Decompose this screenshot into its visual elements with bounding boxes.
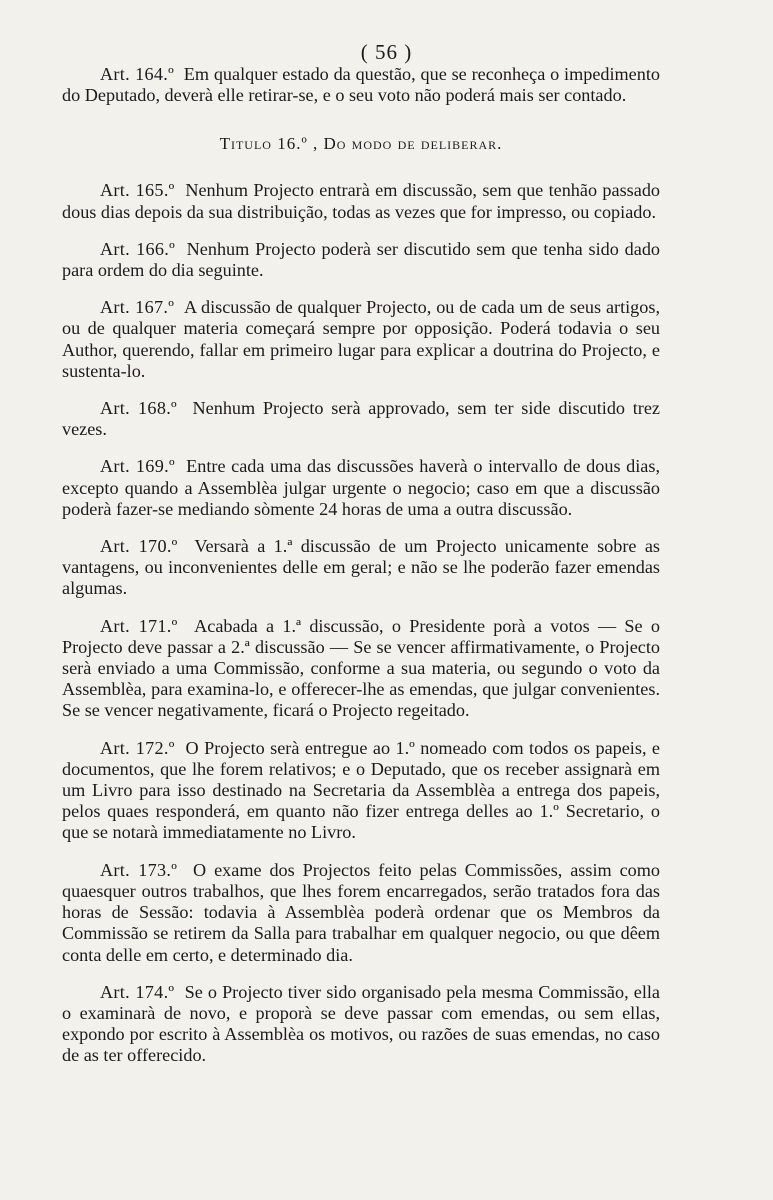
article-number: Art. 165.º	[100, 180, 175, 201]
article-paragraph	[62, 64, 660, 106]
article-paragraph	[62, 398, 660, 440]
article-text: O exame dos Projectos feito pelas Commissões, assim como quaesquer outros trabalhos, que lhes forem encarregados, serão tratados fora das horas de Sessão: todavia à Assemblèa poderà ordenar que os Membros da Commissão se retirem da Salla para trabalhar em qualquer negocio, ou que dêem conta delle em certo, e determinado dia.	[62, 859, 660, 965]
article-number: Art. 168.º	[100, 398, 178, 419]
page-number: ( 56 )	[360, 40, 413, 64]
article-number: Art. 174.º	[100, 981, 175, 1002]
article-text: Versarà a 1.ª discussão de um Projecto unicamente sobre as vantagens, ou inconvenientes delle em geral; e não se lhe poderão fazer emendas algumas.	[62, 536, 660, 599]
article-number: Art. 164.º	[100, 64, 175, 84]
article-number: Art. 170.º	[100, 536, 178, 557]
article-text: O Projecto serà entregue ao 1.º nomeado com todos os papeis, e documentos, que lhe forem relativos; e o Deputado, que os receber assignarà em um Livro para isso destinado na Secretaria da Assemblèa a entrega dos papeis, pelos quaes responderá, em quanto não fizer entrega delles ao 1.º Secretario, o que se notarà immediatamente no Livro.	[62, 737, 660, 843]
article-paragraph	[62, 860, 660, 966]
section-title: Titulo 16.º , Do modo de deliberar.	[219, 134, 503, 154]
article-number: Art. 173.º	[100, 859, 178, 880]
article-text: Nenhum Projecto serà approvado, sem ter side discutido trez vezes.	[62, 398, 661, 440]
section-title-label: Titulo 16.º	[219, 134, 308, 154]
article-paragraph	[62, 536, 660, 600]
article-paragraph	[62, 616, 660, 722]
article-number: Art. 166.º	[100, 238, 176, 259]
article-paragraph	[62, 738, 660, 844]
page-body	[62, 64, 660, 1083]
article-text: A discussão de qualquer Projecto, ou de cada um de seus artigos, ou de qualquer materia começará sempre por opposição. Poderá todavia o seu Author, querendo, fallar em primeiro lugar para explicar a doutrina do Projecto, e sustenta-lo.	[62, 297, 660, 381]
article-paragraph	[62, 180, 660, 222]
article-paragraph	[62, 982, 660, 1067]
article-paragraph	[62, 239, 660, 281]
section-title-text: Do modo de deliberar.	[323, 134, 503, 154]
article-text: Entre cada uma das discussões haverà o intervallo de dous dias, excepto quando a Assemblèa julgar urgente o negocio; caso em que a discussão poderà fazer-se mediando sòmente 24 horas de uma a outra discussão.	[62, 456, 661, 519]
article-text: Acabada a 1.ª discussão, o Presidente porà a votos — Se o Projecto deve passar a 2.ª discussão — Se se vencer affirmativamente, o Projecto serà enviado a uma Commissão, conforme a sua materia, ou segundo o voto da Assemblèa, para examina-lo, e offerecer-lhe as emendas, que julgar convenientes. Se se vencer negativamente, ficará o Projecto regeitado.	[62, 615, 660, 721]
article-number: Art. 169.º	[100, 456, 175, 477]
article-text: Em qualquer estado da questão, que se reconheça o impedimento do Deputado, deverà elle retirar-se, e o seu voto não poderá mais ser contado.	[62, 64, 660, 106]
article-number: Art. 171.º	[100, 615, 178, 636]
article-text: Nenhum Projecto entrarà em discussão, sem que tenhão passado dous dias depois da sua distribuição, todas as vezes que for impresso, ou copiado.	[62, 180, 661, 222]
article-number: Art. 172.º	[100, 737, 175, 758]
article-text: Se o Projecto tiver sido organisado pela mesma Commissão, ella o examinarà de novo, e proporà se deve passar com emendas, ou sem ellas, expondo por escrito à Assemblèa os motivos, ou razões de suas emendas, no caso de as ter offerecido.	[62, 981, 661, 1066]
article-paragraph	[62, 297, 660, 382]
article-paragraph	[62, 456, 660, 520]
article-text: Nenhum Projecto poderà ser discutido sem que tenha sido dado para ordem do dia seguinte.	[62, 238, 661, 281]
article-number: Art. 167.º	[100, 297, 175, 318]
